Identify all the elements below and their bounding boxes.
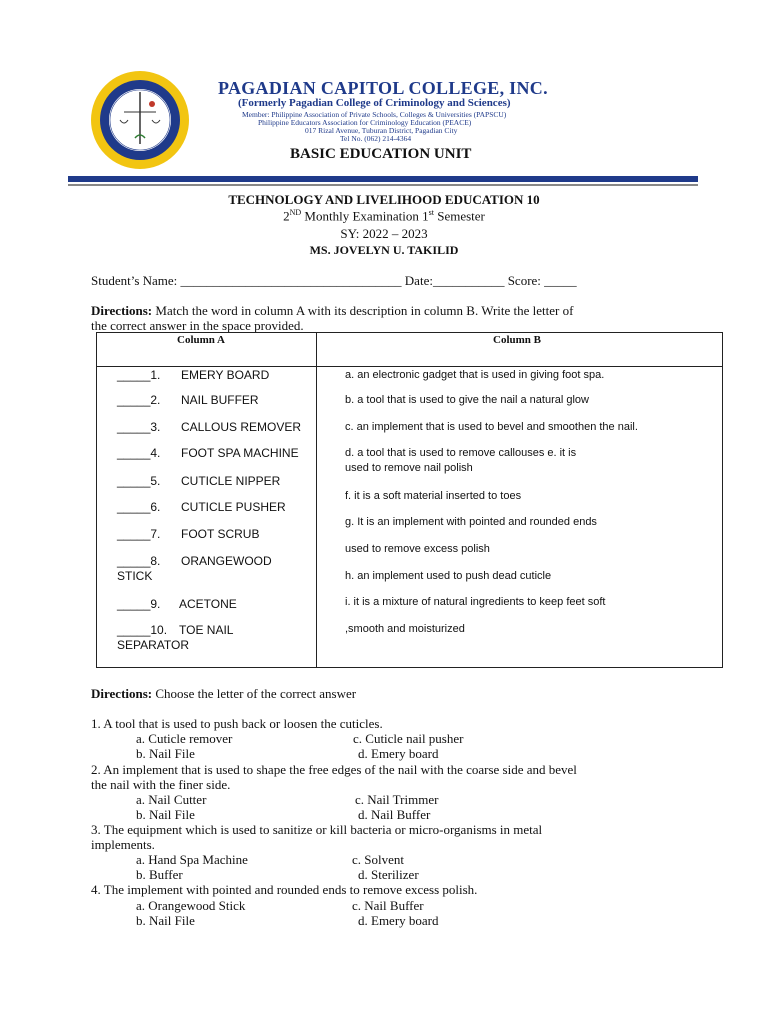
question-4-stem: 4. The implement with pointed and rounded ends to remove excess polish. [91, 882, 478, 897]
col-a-item-10: _____10. TOE NAIL [117, 623, 234, 637]
col-a-item-1: _____1. EMERY BOARD [117, 368, 270, 382]
question-4-option-a: a. Orangewood Stick [136, 898, 246, 913]
col-a-item-10-wrap: SEPARATOR [117, 638, 190, 652]
teacher-name: MS. JOVELYN U. TAKILID [309, 243, 459, 257]
question-3-option-a: a. Hand Spa Machine [136, 852, 248, 867]
question-4-option-d: d. Emery board [358, 913, 439, 928]
col-b-item-c: c. an implement that is used to bevel and smoothen the nail. [345, 421, 638, 433]
col-b-item-d-e: d. a tool that is used to remove callouses e. it is [345, 447, 577, 459]
col-a-item-9: _____9. ACETONE [117, 597, 237, 611]
directions-1-cont: the correct answer in the space provided. [91, 318, 304, 333]
question-3-stem: 3. The equipment which is used to sanitize or kill bacteria or micro-organisms in metal [91, 822, 543, 837]
col-b-item-g: g. It is an implement with pointed and rounded ends [345, 516, 597, 528]
question-2-option-b: b. Nail File [136, 807, 195, 822]
college-name: PAGADIAN CAPITOL COLLEGE, INC. [218, 78, 548, 98]
column-b-header: Column B [493, 334, 541, 346]
col-a-item-6: _____6. CUTICLE PUSHER [117, 500, 286, 514]
question-1-option-b: b. Nail File [136, 746, 195, 761]
col-b-item-e-cont: used to remove nail polish [345, 462, 473, 474]
col-b-item-a: a. an electronic gadget that is used in giving foot spa. [345, 369, 605, 381]
col-b-item-i-cont: ,smooth and moisturized [345, 623, 465, 635]
col-b-item-g-cont: used to remove excess polish [345, 543, 490, 555]
directions-2: Directions: Choose the letter of the correct answer [91, 686, 357, 701]
unit-title: BASIC EDUCATION UNIT [290, 146, 472, 162]
col-a-item-7: _____7. FOOT SCRUB [117, 527, 260, 541]
question-4-option-c: c. Nail Buffer [352, 898, 424, 913]
question-1-option-c: c. Cuticle nail pusher [353, 731, 464, 746]
col-b-item-f: f. it is a soft material inserted to toes [345, 490, 522, 502]
exam-term: 2ND Monthly Examination 1st Semester [283, 208, 485, 224]
directions-1: Directions: Match the word in column A with its description in column B. Write the letter of [91, 303, 574, 318]
question-3-option-c: c. Solvent [352, 852, 404, 867]
subject-title: TECHNOLOGY AND LIVELIHOOD EDUCATION 10 [228, 192, 540, 207]
question-2-stem: 2. An implement that is used to shape the free edges of the nail with the coarse side and bevel [91, 762, 577, 777]
col-a-item-5: _____5. CUTICLE NIPPER [117, 474, 281, 488]
student-info-line: Student’s Name: __________________________________ Date:___________ Score: _____ [91, 273, 577, 288]
question-2-option-a: a. Nail Cutter [136, 792, 207, 807]
col-a-item-3: _____3. CALLOUS REMOVER [117, 420, 302, 434]
peace-line: Philippine Educators Association for Criminology Education (PEACE) [258, 118, 472, 127]
col-b-item-i: i. it is a mixture of natural ingredients to keep feet soft [345, 596, 606, 608]
college-seal-logo [90, 70, 190, 170]
question-2-option-d: d. Nail Buffer [358, 807, 431, 822]
tel-line: Tel No. (062) 214-4364 [340, 134, 412, 143]
header-rule-thin [68, 184, 698, 186]
question-4-option-b: b. Nail File [136, 913, 195, 928]
col-a-item-4: _____4. FOOT SPA MACHINE [117, 446, 299, 460]
question-2-stem-cont: the nail with the finer side. [91, 777, 231, 792]
question-1-option-a: a. Cuticle remover [136, 731, 233, 746]
col-b-item-h: h. an implement used to push dead cuticle [345, 570, 552, 582]
question-1-option-d: d. Emery board [358, 746, 439, 761]
formerly-name: (Formerly Pagadian College of Criminology and Sciences) [238, 97, 511, 109]
column-a-header: Column A [177, 334, 225, 346]
col-b-item-b: b. a tool that is used to give the nail a natural glow [345, 394, 589, 406]
col-a-item-8-wrap: STICK [117, 569, 153, 583]
question-1-stem: 1. A tool that is used to push back or loosen the cuticles. [91, 716, 383, 731]
question-3-option-b: b. Buffer [136, 867, 183, 882]
col-a-item-8: _____8. ORANGEWOOD [117, 554, 272, 568]
member-line: Member: Philippine Association of Private Schools, Colleges & Universities (PAPSCU) [242, 110, 507, 119]
question-2-option-c: c. Nail Trimmer [355, 792, 439, 807]
school-year: SY: 2022 – 2023 [340, 226, 428, 241]
header-rule-thick [68, 176, 698, 182]
col-a-item-2: _____2. NAIL BUFFER [117, 393, 259, 407]
address-line: 017 Rizal Avenue, Tuburan District, Pagadian City [305, 126, 458, 135]
question-3-stem-cont: implements. [91, 837, 155, 852]
question-3-option-d: d. Sterilizer [358, 867, 419, 882]
